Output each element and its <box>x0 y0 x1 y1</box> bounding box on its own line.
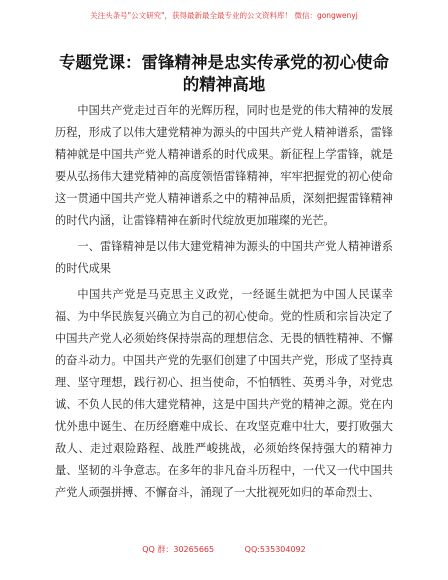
footer-qq: QQ:535304092 <box>244 545 306 554</box>
header-note: 关注头条号"公文研究"，获得最新最全最专业的公文资料库！ 微信：gongwenyj <box>90 11 358 20</box>
paragraph: 中国共产党走过百年的光辉历程，同时也是党的伟大精神的发展历程，形成了以伟大建党精神为源头的中国共产党人精神谱系，雷锋精神就是中国共产党人精神谱系的时代成果。新征程上学雷锋，就是要从弘扬伟大建党精神的高度领悟雷锋精神，牢牢把握党的初心使命这一贯通中国共产党人精神谱系之中的精神品质，深刻把握雷锋精神的时代内涵，让雷锋精神在新时代绽放更加璀璨的光芒。 <box>55 104 393 227</box>
footer-qq-group: QQ 群：30265665 <box>142 545 215 554</box>
section-heading: 一、雷锋精神是以伟大建党精神为源头的中国共产党人精神谱系的时代成果 <box>55 240 393 275</box>
paragraph: 中国共产党是马克思主义政党，一经诞生就把为中国人民谋幸福、为中华民族复兴确立为自己的初心使命。党的性质和宗旨决定了中国共产党人必须始终保持崇高的理想信念、无畏的牺牲精神、不懈的奋斗动力。中国共产党的先驱们创建了中国共产党，形成了坚持真理、坚守理想，践行初心、担当使命，不怕牺牲、英勇斗争，对党忠诚、不负人民的伟大建党精神，这是中国共产党的精神之源。党在内忧外患中诞生、在历经磨难中成长、在攻坚克难中壮大，要打败强大敌人、走过艰险路程、战胜严峻挑战，必须始终保持强大的精神力量、坚韧的斗争意志。在多年的非凡奋斗历程中，一代又一代中国共产党人顽强拼搏、不懈奋斗，涌现了一大批视死如归的革命烈士、 <box>55 288 393 499</box>
document-title <box>40 52 408 96</box>
title-line-1: 专题党课：雷锋精神是忠实传承党的初心使命 <box>59 53 389 72</box>
footer-contact <box>0 544 448 555</box>
title-line-2: 的精神高地 <box>182 75 266 94</box>
document-body <box>55 100 393 508</box>
